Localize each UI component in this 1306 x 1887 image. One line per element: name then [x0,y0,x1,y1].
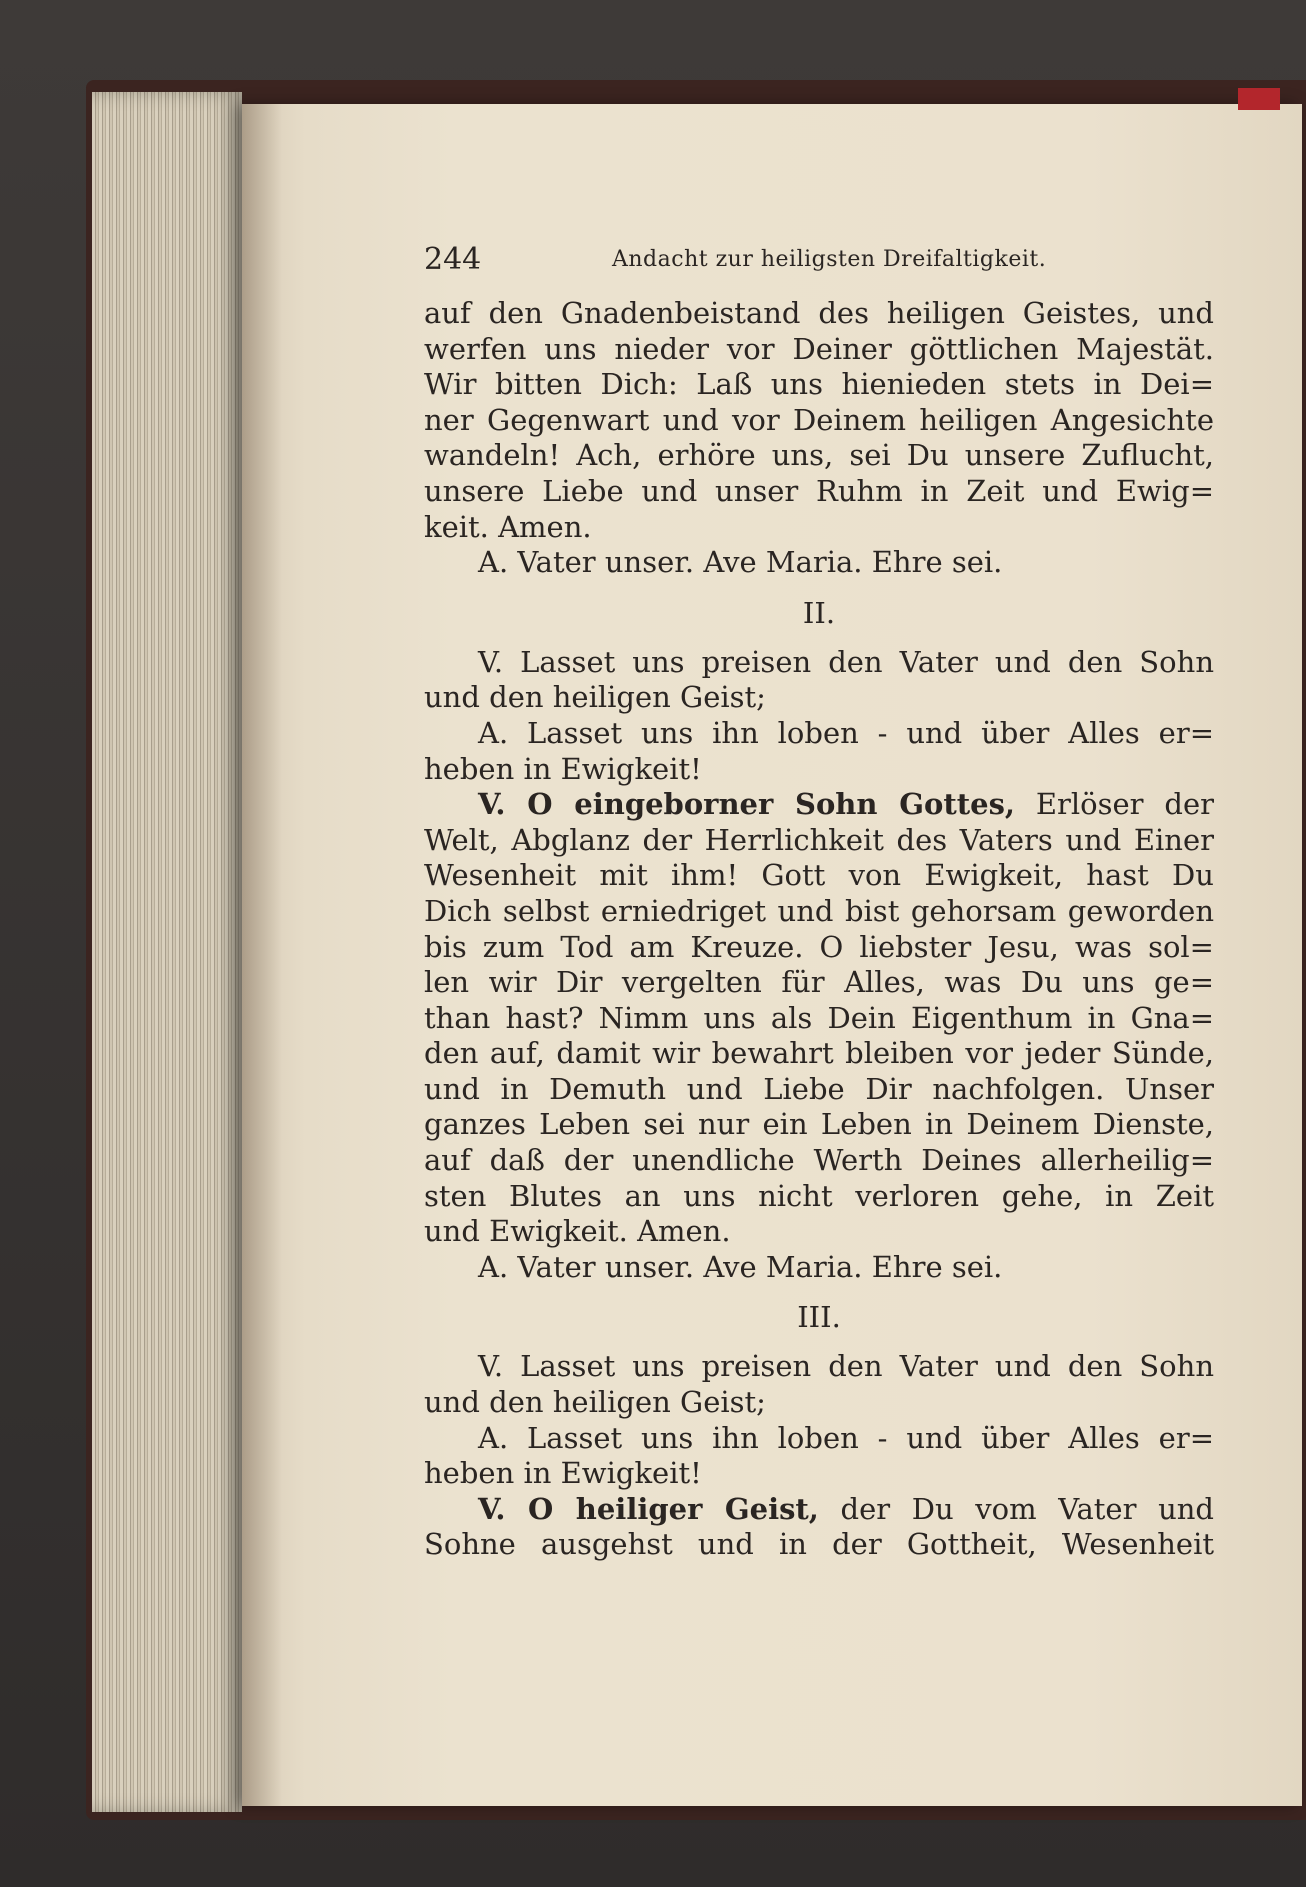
text-line: ner Gegenwart und vor Deinem heiligen Angesichte [424,402,1214,437]
text-line [424,787,1214,823]
text-line: unsere Liebe und unser Ruhm in Zeit und Ewig= [424,473,1214,508]
text-line: und den heiligen Geist; [424,680,766,715]
section-heading: III. [797,1300,841,1335]
text-line: Dich selbst erniedriget und bist gehorsam geworden [424,893,1214,928]
text-line: heben in Ewigkeit! [424,751,702,786]
text-line: heben in Ewigkeit! [424,1456,702,1491]
text-line: wandeln! Ach, erhöre uns, sei Du unsere Zuflucht, [424,438,1214,473]
text-line: werfen uns nieder vor Deiner göttlichen Majestät. [424,331,1214,366]
text-line: Wir bitten Dich: Laß uns hienieden stets in Dei= [424,367,1214,402]
text-line: und den heiligen Geist; [424,1385,766,1420]
gutter-shadow [242,104,282,1806]
text-line: V. Lasset uns preisen den Vater und den Sohn [478,1349,1214,1384]
text-line [424,1492,1214,1528]
line-rest: der Du vom Vater und [818,1491,1214,1526]
section-heading: II. [802,595,836,630]
text-line: Sohne ausgehst und in der Gottheit, Wesenheit [424,1527,1214,1562]
page-body [424,296,1214,1563]
page-edges [92,92,242,1812]
text-line: A. Lasset uns ihn loben - und über Alles er= [478,715,1214,750]
text-line: und Ewigkeit. Amen. [424,1214,731,1249]
text-line: bis zum Tod am Kreuze. O liebster Jesu, was sol= [424,929,1214,964]
page-header [424,240,1214,280]
text-line: A. Vater unser. Ave Maria. Ehre sei. [478,1249,1003,1284]
text-line: auf daß der unendliche Werth Deines allerheilig= [424,1143,1214,1178]
bold-phrase: V. O heiliger Geist, [478,1491,819,1526]
text-line: than hast? Nimm uns als Dein Eigenthum in Gna= [424,1000,1214,1035]
page-number: 244 [424,242,482,277]
text-line: len wir Dir vergelten für Alles, was Du uns ge= [424,965,1214,1000]
text-line: Wesenheit mit ihm! Gott von Ewigkeit, hast Du [424,858,1214,893]
text-line: sten Blutes an uns nicht verloren gehe, in Zeit [424,1178,1214,1213]
bold-phrase: V. O eingeborner Sohn Gottes, [478,787,1015,822]
text-line: ganzes Leben sei nur ein Leben in Deinem Dienste, [424,1107,1214,1142]
text-line: A. Vater unser. Ave Maria. Ehre sei. [478,545,1003,580]
text-line: Welt, Abglanz der Herrlichkeit des Vaters und Einer [424,822,1214,857]
line-rest: Erlöser der [1015,787,1214,822]
text-line: keit. Amen. [424,509,592,544]
running-title: Andacht zur heiligsten Dreifaltigkeit. [612,247,1047,272]
text-line: auf den Gnadenbeistand des heiligen Geistes, und [424,296,1214,330]
text-line: den auf, damit wir bewahrt bleiben vor jeder Sünde, [424,1036,1214,1071]
text-line: und in Demuth und Liebe Dir nachfolgen. Unser [424,1071,1214,1106]
text-line: A. Lasset uns ihn loben - und über Alles er= [478,1420,1214,1455]
text-line: V. Lasset uns preisen den Vater und den Sohn [478,644,1214,679]
bookmark-ribbon [1238,88,1280,110]
